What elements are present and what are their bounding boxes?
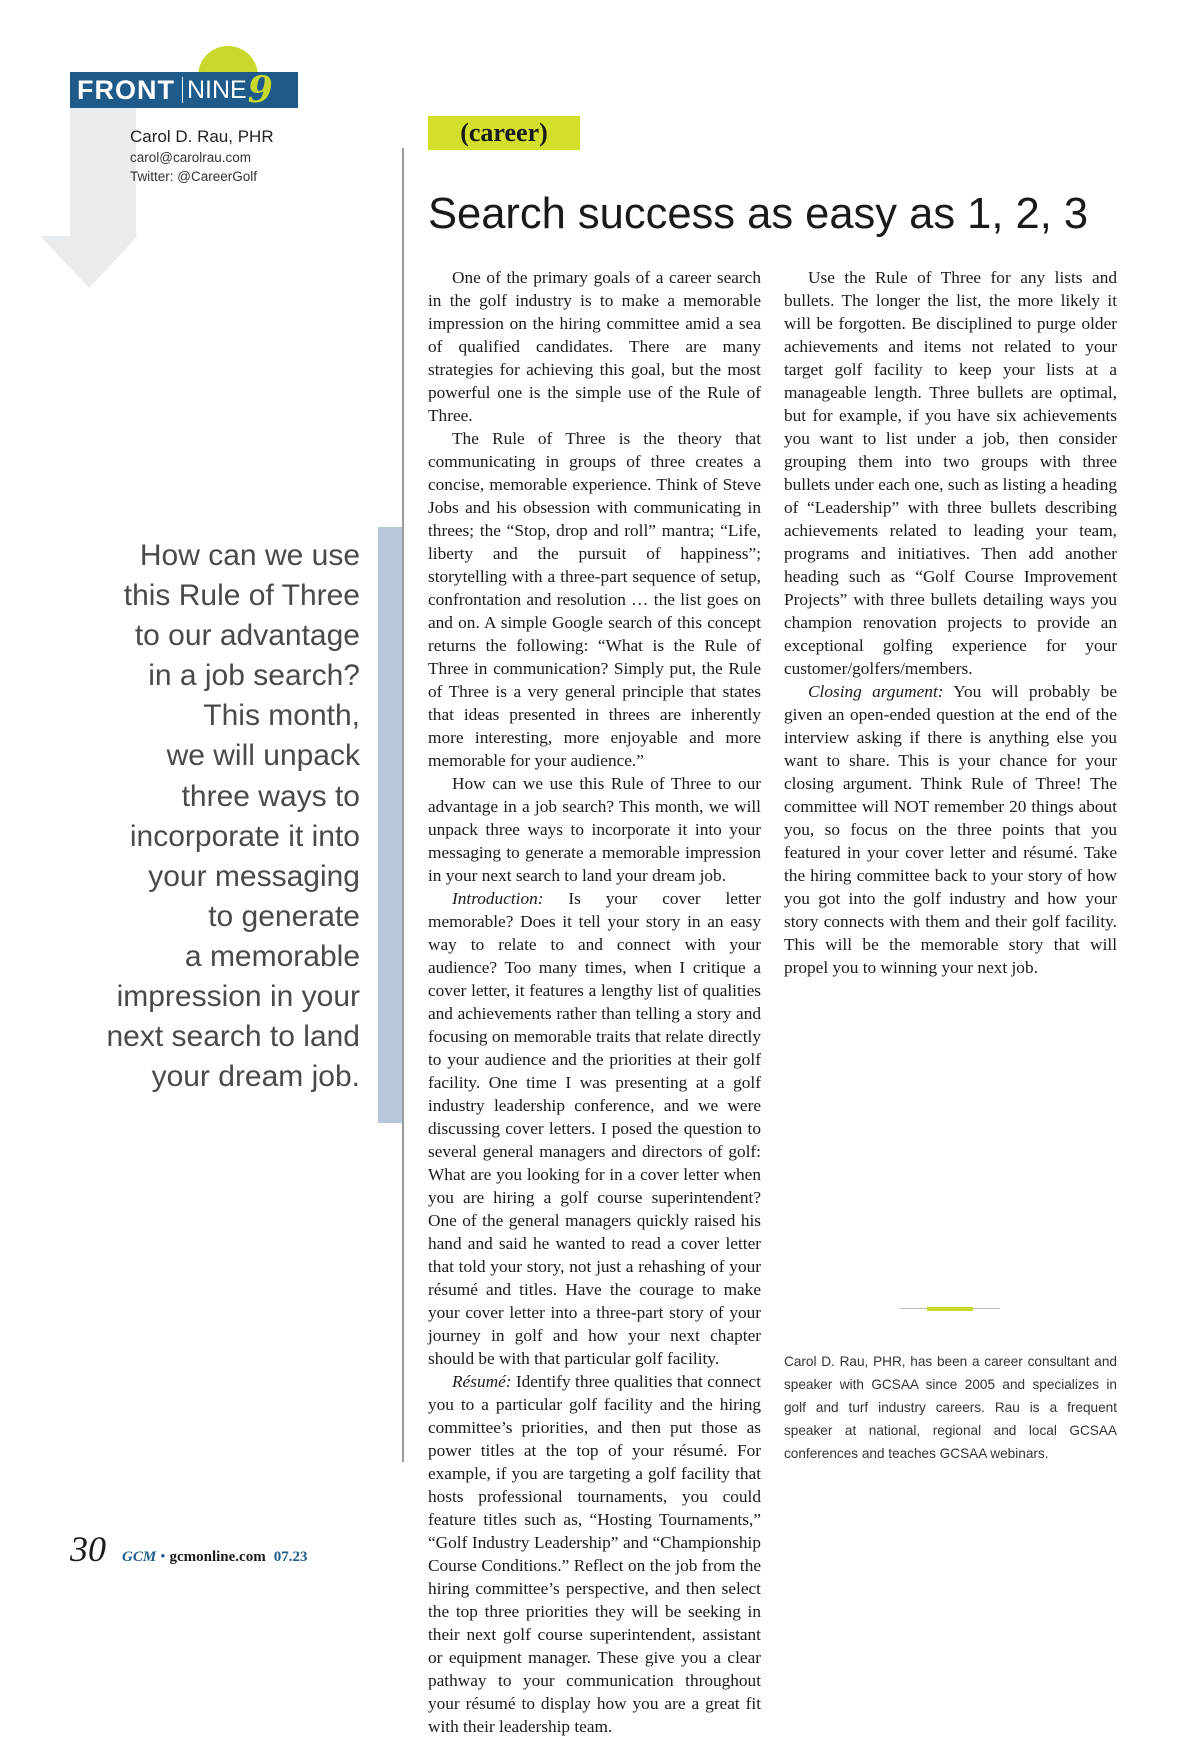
pull-quote-bar [378, 527, 402, 1123]
article-paragraph [428, 1370, 761, 1738]
arrow-down-icon [70, 108, 136, 236]
pull-quote-line: How can we use [139, 539, 360, 572]
issue-date: 07.23 [273, 1549, 308, 1565]
article-paragraph: One of the primary goals of a career search in the golf industry is to make a memorable impression on the hiring committee amid a sea of qualified candidates. There are many strategies for achieving this goal, but the most powerful one is the simple use of the Rule of Three. [428, 268, 761, 425]
page-footer [70, 1528, 307, 1570]
author-bio: Carol D. Rau, PHR, has been a career consultant and speaker with GCSAA since 2005 and specializes in golf and turf industry careers. Rau is a frequent speaker at national, regional and local GCSAA conferences and teaches GCSAA webinars. [784, 1354, 1117, 1461]
logo-front-text: FRONT [77, 74, 175, 105]
footer-bullet: • [160, 1549, 166, 1565]
logo-digit: 9 [247, 69, 273, 111]
end-of-article-mark [900, 1307, 1000, 1311]
section-tag: (career) [428, 116, 580, 150]
article-paragraph: Use the Rule of Three for any lists and bullets. The longer the list, the more likely it will be forgotten. Be disciplined to purge older achievements and items not related to your target golf facility to keep your lists at a manageable length. Three bullets are optimal, but for example, if you have six achievements you want to list under a job, then consider grouping them into two groups with three bullets under each one, such as listing a heading of “Leadership” with three bullets describing achievements related to leading your team, programs and initiatives. Then add another heading such as “Golf Course Improvement Projects” with three bullets detailing ways you champion renovation projects to provide an exceptional golfing experience for your customer/golfers/members. [784, 268, 1117, 678]
pull-quote-line: three ways to [181, 779, 360, 813]
pull-quote-line: your messaging [148, 859, 360, 893]
author-twitter: Twitter: @CareerGolf [130, 169, 257, 184]
pull-quote-line: in a job search? [148, 659, 360, 693]
pull-quote-line: to our advantage [134, 619, 360, 653]
pull-quote-line: next search to land [106, 1020, 360, 1054]
author-block [130, 126, 274, 186]
pull-quote-line: impression in your [116, 980, 360, 1014]
author-name: Carol D. Rau, PHR [130, 127, 274, 146]
pull-quote-line: we will unpack [166, 739, 360, 773]
author-email: carol@carolrau.com [130, 150, 251, 165]
arrow-head-shape [40, 236, 138, 288]
paragraph-text: You will probably be given an open-ended question at the end of the interview asking if there is anything else you want to share. This is your chance for your closing argument. Think Rule of Three! The committee will NOT remember 20 things about you, so focus on the three points that you featured in your cover letter and résumé. Take the hiring committee back to your story of how you got into the golf industry and how your story connects with them and their golf facility. This will be the memorable story that will propel you to winning your next job. [784, 682, 1117, 977]
paragraph-lead-closing: Closing argument: [808, 682, 944, 701]
paragraph-lead-introduction: Introduction: [452, 889, 544, 908]
paragraph-lead-resume: Résumé: [452, 1372, 512, 1391]
pull-quote-line: a memorable [184, 939, 360, 973]
front-nine-logo [70, 69, 298, 111]
logo-separator [182, 77, 183, 103]
column-divider [402, 148, 404, 1462]
paragraph-text: Identify three qualities that connect you to a particular golf facility and the hiring committee’s priorities, and then put those as power titles at the top of your résumé. For example, if you are targeting a golf facility that hosts professional tournaments, you could feature titles such as, “Hosting Tournaments,” “Golf Industry Leadership” and “Championship Course Conditions.” Reflect on the job from the hiring committee’s perspective, and then select the top three priorities they will be seeking in their next golf course superintendent, assistant or equipment manager. These give you a clear pathway to your communication throughout your résumé to display how you are a great fit with their leadership team. [428, 1372, 761, 1736]
article-paragraph [784, 680, 1117, 979]
paragraph-text: Is your cover letter memorable? Does it tell your story in an easy way to relate to and connect with your audience? Too many times, when I critique a cover letter, it features a lengthy list of qualities and achievements rather than telling a story and focusing on memorable traits that relate directly to your audience and the priorities at their golf facility. One time I was presenting at a golf industry leadership conference, and we were discussing cover letters. I posed the question to several general managers and directors of golf: What are you looking for in a cover letter when you are hiring a golf course superintendent? One of the general managers quickly raised his hand and said he wanted to read a cover letter that told your story, not just a rehashing of your résumé and titles. Have the courage to make your cover letter into a three-part story of your journey in golf and how your next chapter should be with that particular golf facility. [428, 889, 761, 1368]
article-column-1 [428, 266, 761, 1738]
pull-quote-line: to generate [208, 899, 360, 933]
article-column-2 [784, 266, 1117, 979]
page-number: 30 [70, 1529, 106, 1569]
article-paragraph [428, 887, 761, 1370]
pull-quote-line: incorporate it into [129, 819, 360, 853]
magazine-name: GCM [122, 1549, 157, 1565]
website-link[interactable]: gcmonline.com [169, 1549, 266, 1565]
pull-quote-line: this Rule of Three [123, 579, 360, 613]
pull-quote [40, 536, 360, 1097]
headline: Search success as easy as 1, 2, 3 [428, 190, 1089, 238]
pull-quote-line: your dream job. [151, 1060, 360, 1094]
article-paragraph: How can we use this Rule of Three to our advantage in a job search? This month, we will unpack three ways to incorporate it into your messaging to generate a memorable impression in your next search to land your dream job. [428, 774, 761, 885]
logo-nine-text: NINE [186, 75, 247, 104]
article-paragraph: The Rule of Three is the theory that communicating in groups of three creates a concise, memorable experience. Think of Steve Jobs and his obsession with communicating in threes; the “Stop, drop and roll” mantra; “Life, liberty and the pursuit of happiness”; storytelling with a three-part sequence of setup, confrontation and resolution … the list goes on and on. A simple Google search of this concept returns the following: “What is the Rule of Three in communication? Simply put, the Rule of Three is a very general principle that states that ideas presented in threes are inherently more interesting, more enjoyable and more memorable for your audience.” [428, 429, 761, 770]
pull-quote-line: This month, [203, 699, 360, 733]
